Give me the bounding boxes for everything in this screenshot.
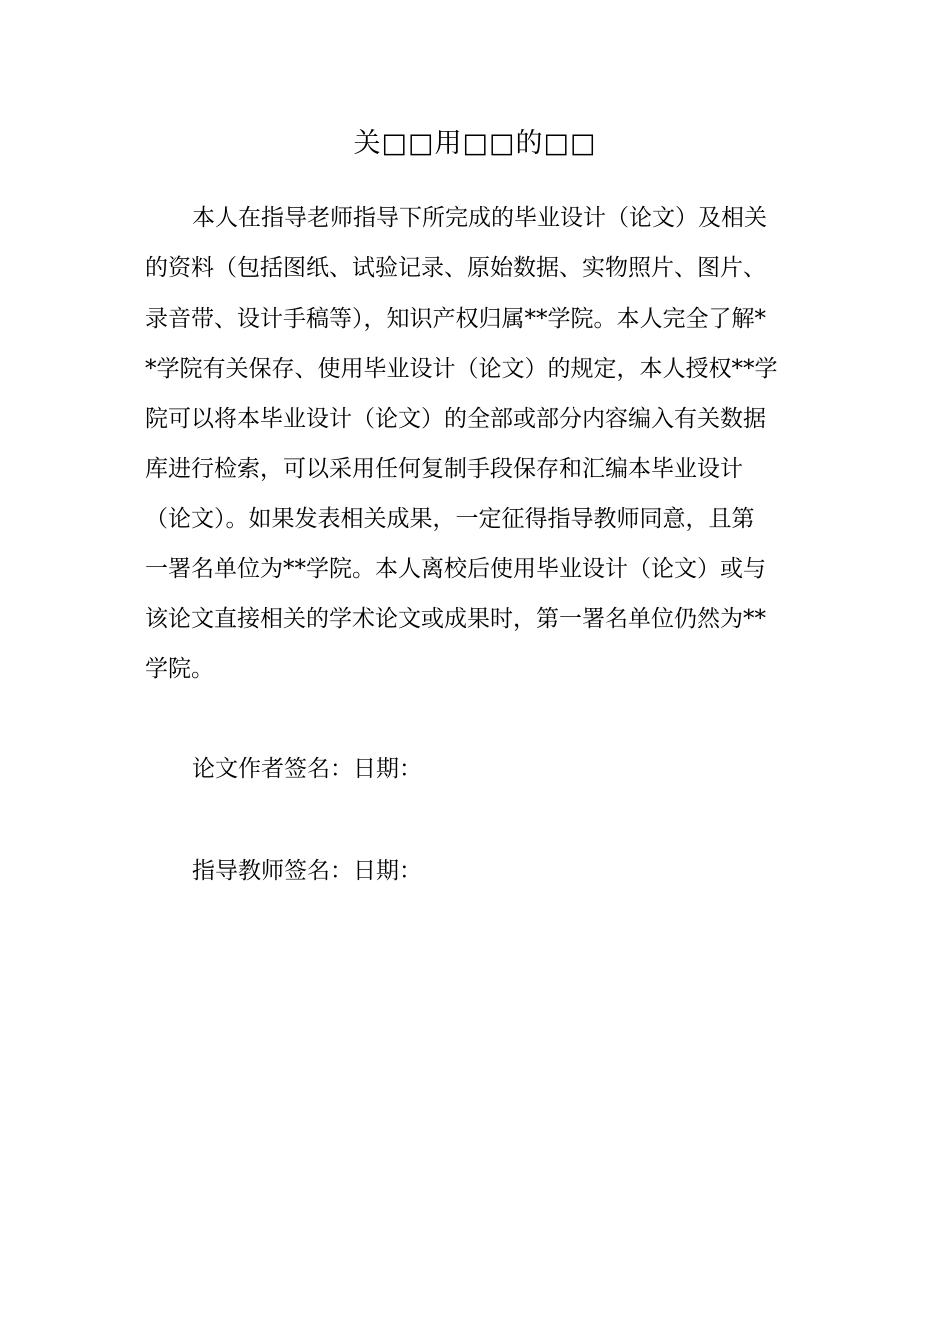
paragraph-line-9: 该论文直接相关的学术论文或成果时，第一署名单位仍然为** xyxy=(145,606,766,632)
paragraph-line-4: *学院有关保存、使用毕业设计（论文）的规定，本人授权**学 xyxy=(145,356,778,382)
advisor-signature-line: 指导教师签名：日期： xyxy=(192,858,422,884)
paragraph-line-7: （论文）。如果发表相关成果，一定征得指导教师同意，且第 xyxy=(145,506,755,532)
paragraph-line-3: 录音带、设计手稿等），知识产权归属**学院。本人完全了解* xyxy=(145,306,766,332)
author-signature-line: 论文作者签名：日期： xyxy=(192,756,422,782)
paragraph-line-1: 本人在指导老师指导下所完成的毕业设计（论文）及相关 xyxy=(192,205,767,231)
paragraph-line-5: 院可以将本毕业设计（论文）的全部或部分内容编入有关数据 xyxy=(145,406,766,432)
paragraph-line-2: 的资料（包括图纸、试验记录、原始数据、实物照片、图片、 xyxy=(145,255,766,281)
document-title: 关□□用□□的□□ xyxy=(353,128,597,159)
paragraph-line-10: 学院。 xyxy=(145,656,214,682)
paragraph-line-6: 库进行检索，可以采用任何复制手段保存和汇编本毕业设计 xyxy=(145,456,743,482)
paragraph-line-8: 一署名单位为**学院。本人离校后使用毕业设计（论文）或与 xyxy=(145,556,766,582)
